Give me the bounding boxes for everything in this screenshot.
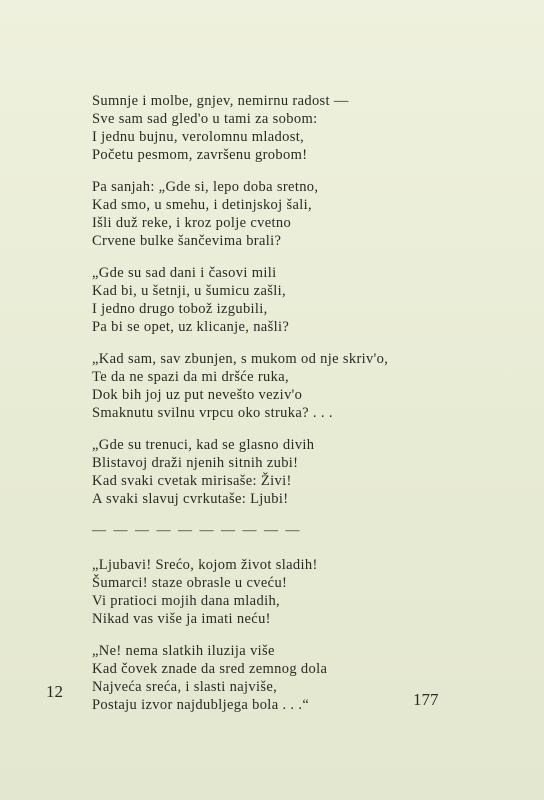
poem-line: Nikad vas više ja imati neću!: [92, 611, 271, 627]
poem-line: Najveća sreća, i slasti najviše,: [92, 679, 278, 695]
stanza-5: [92, 436, 452, 508]
poem-line: „Ljubavi! Srećo, kojom život sladih!: [92, 557, 318, 573]
poem-line: Sve sam sad gled'o u tami za sobom:: [92, 111, 318, 127]
page-number: 177: [413, 690, 439, 709]
poem-line: Pa sanjah: „Gde si, lepo doba sretno,: [92, 179, 319, 195]
poem-line: A svaki slavuj cvrkutaše: Ljubi!: [92, 491, 289, 507]
poem-line: „Gde su trenuci, kad se glasno divih: [92, 437, 315, 453]
stanza-1: [92, 92, 452, 164]
poem-line: Sumnje i molbe, gnjev, nemirnu radost —: [92, 93, 349, 109]
poem-line: Dok bih joj uz put nevešto veziv'o: [92, 387, 303, 403]
section-divider: — — — — — — — — — —: [92, 523, 302, 538]
poem-line: Te da ne spazi da mi dršće ruka,: [92, 369, 289, 385]
poem-line: Blistavoj draži njenih sitnih zubi!: [92, 455, 299, 471]
poem-line: Šumarci! staze obrasle u cveću!: [92, 575, 288, 591]
poem-line: Crvene bulke šančevima brali?: [92, 233, 282, 249]
poem-line: Kad bi, u šetnji, u šumicu zašli,: [92, 283, 286, 299]
stanza-4: [92, 350, 452, 422]
poem-line: I jednu bujnu, verolomnu mladost,: [92, 129, 305, 145]
poem-line: „Kad sam, sav zbunjen, s mukom od nje skriv'o,: [92, 351, 389, 367]
poem-line: Kad čovek znade da sred zemnog dola: [92, 661, 328, 677]
poem-line: I jedno drugo tobož izgubili,: [92, 301, 268, 317]
poem-line: Smaknutu svilnu vrpcu oko struka? . . .: [92, 405, 333, 421]
signature-mark: 12: [46, 682, 63, 701]
poem-body: [92, 92, 452, 728]
poem-line: Kad svaki cvetak mirisaše: Živi!: [92, 473, 292, 489]
poem-line: Kad smo, u smehu, i detinjskoj šali,: [92, 197, 313, 213]
poem-line: „Ne! nema slatkih iluzija više: [92, 643, 275, 659]
poem-line: Vi pratioci mojih dana mladih,: [92, 593, 281, 609]
stanza-6: [92, 556, 452, 628]
stanza-2: [92, 178, 452, 250]
poem-line: Početu pesmom, završenu grobom!: [92, 147, 308, 163]
poem-line: Postaju izvor najdubljega bola . . .“: [92, 697, 310, 713]
poem-line: Išli duž reke, i kroz polje cvetno: [92, 215, 292, 231]
poem-line: „Gde su sad dani i časovi mili: [92, 265, 277, 281]
stanza-3: [92, 264, 452, 336]
poem-line: Pa bi se opet, uz klicanje, našli?: [92, 319, 290, 335]
stanza-7: [92, 642, 452, 714]
